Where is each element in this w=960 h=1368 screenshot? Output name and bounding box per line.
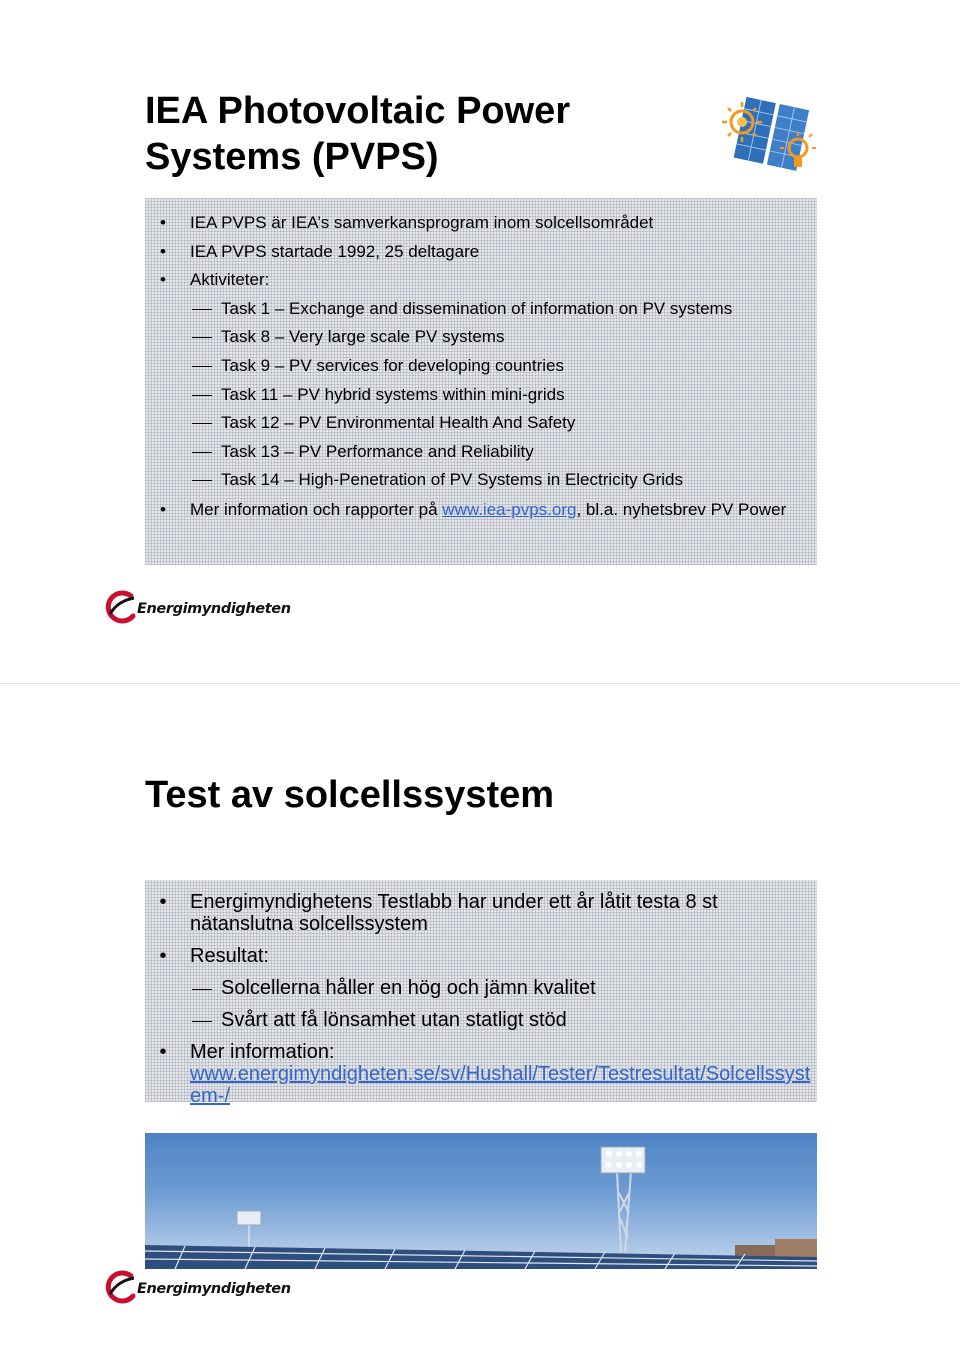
dash-icon (192, 423, 212, 424)
dash-icon (192, 309, 212, 310)
energimyndigheten-logo: Energimyndigheten (104, 590, 264, 626)
bullet-dot-icon: • (159, 945, 167, 967)
dash-icon (192, 1021, 212, 1022)
energimyndigheten-link[interactable]: www.energimyndigheten.se/sv/Hushall/Tester/Testresultat/Solcellssystem-/ (190, 1063, 811, 1107)
sub-bullet-item: Task 14 – High-Penetration of PV Systems in Electricity Grids (145, 469, 817, 490)
sub-bullet-item: Svårt att få lönsamhet utan statligt stöd (145, 1009, 817, 1031)
bullet-dot-icon: • (159, 891, 167, 913)
dash-icon (192, 480, 212, 481)
more-info-item: • Mer information och rapporter på www.iea-pvps.org, bl.a. nyhetsbrev PV Power (145, 498, 817, 521)
slide-1-title: IEA Photovoltaic Power Systems (PVPS) (145, 90, 571, 178)
bullet-item: • Energimyndighetens Testlabb har under ett år låtit testa 8 st nätanslutna solcellssystem (159, 891, 718, 935)
solar-panels-photo (145, 1133, 817, 1269)
dash-icon (192, 989, 212, 990)
sub-bullet-item: Task 12 – PV Environmental Health And Safety (145, 412, 817, 433)
sub-bullet-item: Task 8 – Very large scale PV systems (145, 326, 817, 347)
slide-2 (0, 684, 960, 1368)
bullet-dot-icon: • (159, 1041, 167, 1063)
energimyndigheten-logo: Energimyndigheten (104, 1270, 264, 1306)
bullet-item: • Aktiviteter: (145, 269, 817, 290)
iea-pvps-link[interactable]: www.iea-pvps.org (442, 499, 577, 519)
bullet-item: • Resultat: (159, 945, 269, 967)
sub-bullet-item: Task 11 – PV hybrid systems within mini-grids (145, 384, 817, 405)
bullet-dot-icon: • (160, 270, 166, 290)
bullet-item: • IEA PVPS är IEA’s samverkansprogram inom solcellsområdet (145, 212, 817, 233)
slide-2-textbox (145, 880, 817, 1107)
sub-bullet-item: Task 9 – PV services for developing countries (145, 355, 817, 376)
bullet-dot-icon: • (160, 241, 166, 261)
bullet-item: • IEA PVPS startade 1992, 25 deltagare (145, 241, 817, 262)
sub-bullet-item: Solcellerna håller en hög och jämn kvalitet (145, 977, 817, 999)
dash-icon (192, 337, 212, 338)
slide-1-textbox (145, 198, 817, 565)
sub-bullet-item: Task 13 – PV Performance and Reliability (145, 441, 817, 462)
dash-icon (192, 366, 212, 367)
solar-panel-sun-icon (716, 96, 824, 186)
slide-2-title: Test av solcellssystem (145, 774, 555, 816)
dash-icon (192, 452, 212, 453)
bullet-dot-icon: • (160, 499, 166, 519)
dash-icon (192, 395, 212, 396)
bullet-dot-icon: • (160, 213, 166, 232)
sub-bullet-item: Task 1 – Exchange and dissemination of information on PV systems (145, 298, 817, 319)
more-info-item: • Mer information: www.energimyndigheten.se/sv/Hushall/Tester/Testresultat/Solcellssystem-/ (159, 1041, 811, 1107)
